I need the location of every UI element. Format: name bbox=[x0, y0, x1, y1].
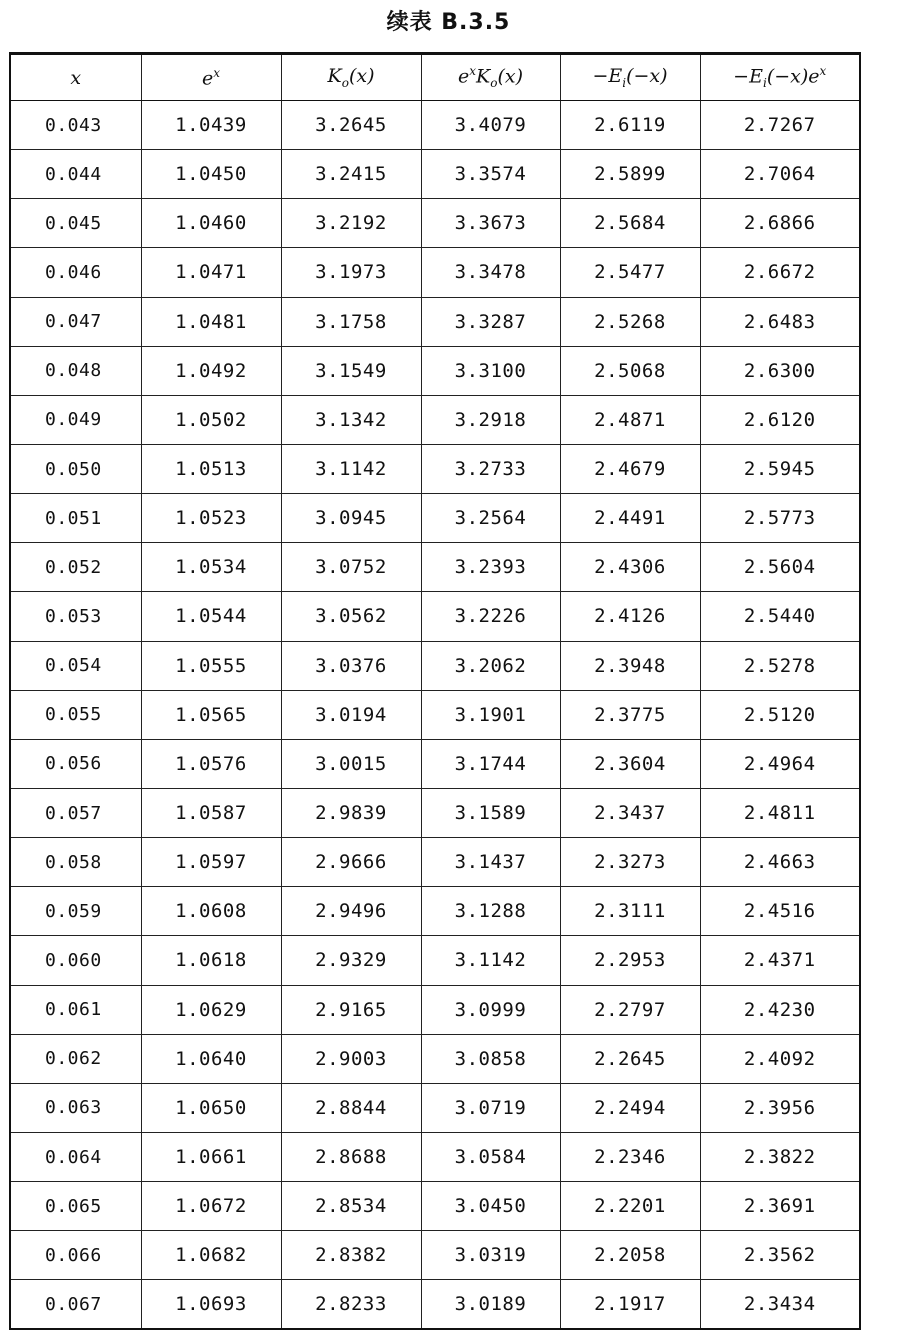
cell-exp-x: 1.0597 bbox=[141, 838, 281, 887]
cell-exp-x: 1.0693 bbox=[141, 1280, 281, 1328]
cell-exp-x: 1.0576 bbox=[141, 739, 281, 788]
cell-k0: 2.8844 bbox=[281, 1083, 421, 1132]
cell-neg-ei: 2.4679 bbox=[560, 444, 700, 493]
cell-x: 0.065 bbox=[11, 1182, 141, 1231]
cell-x: 0.066 bbox=[11, 1231, 141, 1280]
cell-neg-ei-exp: 2.4811 bbox=[700, 788, 859, 837]
cell-x: 0.060 bbox=[11, 936, 141, 985]
cell-k0: 3.1549 bbox=[281, 346, 421, 395]
cell-x: 0.043 bbox=[11, 101, 141, 150]
cell-neg-ei: 2.4126 bbox=[560, 592, 700, 641]
table-row bbox=[11, 838, 859, 887]
table-row bbox=[11, 1182, 859, 1231]
cell-k0: 3.0376 bbox=[281, 641, 421, 690]
cell-x: 0.048 bbox=[11, 346, 141, 395]
cell-neg-ei-exp: 2.6483 bbox=[700, 297, 859, 346]
cell-x: 0.064 bbox=[11, 1132, 141, 1181]
cell-neg-ei-exp: 2.6120 bbox=[700, 395, 859, 444]
cell-neg-ei: 2.3273 bbox=[560, 838, 700, 887]
cell-neg-ei: 2.3437 bbox=[560, 788, 700, 837]
table-row bbox=[11, 150, 859, 199]
table-row bbox=[11, 1034, 859, 1083]
cell-neg-ei: 2.5477 bbox=[560, 248, 700, 297]
cell-neg-ei: 2.5068 bbox=[560, 346, 700, 395]
table-row bbox=[11, 985, 859, 1034]
cell-exp-k0: 3.2918 bbox=[421, 395, 560, 444]
cell-k0: 2.9329 bbox=[281, 936, 421, 985]
cell-neg-ei-exp: 2.6672 bbox=[700, 248, 859, 297]
cell-neg-ei: 2.4306 bbox=[560, 543, 700, 592]
cell-exp-x: 1.0460 bbox=[141, 199, 281, 248]
cell-k0: 3.1758 bbox=[281, 297, 421, 346]
cell-exp-k0: 3.3100 bbox=[421, 346, 560, 395]
cell-exp-x: 1.0608 bbox=[141, 887, 281, 936]
cell-exp-k0: 3.4079 bbox=[421, 101, 560, 150]
cell-neg-ei-exp: 2.5945 bbox=[700, 444, 859, 493]
cell-k0: 2.9496 bbox=[281, 887, 421, 936]
cell-x: 0.056 bbox=[11, 739, 141, 788]
cell-exp-x: 1.0523 bbox=[141, 494, 281, 543]
cell-x: 0.050 bbox=[11, 444, 141, 493]
cell-k0: 2.8233 bbox=[281, 1280, 421, 1328]
cell-k0: 3.2645 bbox=[281, 101, 421, 150]
cell-exp-x: 1.0661 bbox=[141, 1132, 281, 1181]
cell-k0: 2.8534 bbox=[281, 1182, 421, 1231]
cell-k0: 2.8688 bbox=[281, 1132, 421, 1181]
cell-neg-ei-exp: 2.6300 bbox=[700, 346, 859, 395]
cell-exp-k0: 3.3478 bbox=[421, 248, 560, 297]
cell-k0: 3.0194 bbox=[281, 690, 421, 739]
cell-neg-ei-exp: 2.5773 bbox=[700, 494, 859, 543]
cell-neg-ei-exp: 2.4371 bbox=[700, 936, 859, 985]
cell-exp-k0: 3.2393 bbox=[421, 543, 560, 592]
cell-exp-k0: 3.1901 bbox=[421, 690, 560, 739]
table-row bbox=[11, 887, 859, 936]
table-row bbox=[11, 1083, 859, 1132]
cell-x: 0.061 bbox=[11, 985, 141, 1034]
header-row bbox=[11, 55, 859, 101]
cell-neg-ei-exp: 2.5440 bbox=[700, 592, 859, 641]
cell-x: 0.051 bbox=[11, 494, 141, 543]
header-k0: $K_o(x)$ bbox=[281, 55, 421, 101]
table-row bbox=[11, 641, 859, 690]
cell-exp-k0: 3.1437 bbox=[421, 838, 560, 887]
cell-neg-ei-exp: 2.6866 bbox=[700, 199, 859, 248]
cell-exp-x: 1.0640 bbox=[141, 1034, 281, 1083]
cell-k0: 3.0752 bbox=[281, 543, 421, 592]
cell-exp-k0: 3.1142 bbox=[421, 936, 560, 985]
cell-neg-ei-exp: 2.3822 bbox=[700, 1132, 859, 1181]
cell-neg-ei-exp: 2.3691 bbox=[700, 1182, 859, 1231]
header-exp-k0: $e^xK_o(x)$ bbox=[421, 55, 560, 101]
cell-neg-ei-exp: 2.4663 bbox=[700, 838, 859, 887]
cell-exp-k0: 3.0719 bbox=[421, 1083, 560, 1132]
cell-neg-ei-exp: 2.4516 bbox=[700, 887, 859, 936]
cell-exp-k0: 3.0999 bbox=[421, 985, 560, 1034]
cell-x: 0.062 bbox=[11, 1034, 141, 1083]
cell-exp-x: 1.0534 bbox=[141, 543, 281, 592]
cell-neg-ei-exp: 2.4230 bbox=[700, 985, 859, 1034]
cell-exp-x: 1.0471 bbox=[141, 248, 281, 297]
header-exp-x: $e^x$ bbox=[141, 55, 281, 101]
table-row bbox=[11, 248, 859, 297]
cell-k0: 3.0015 bbox=[281, 739, 421, 788]
cell-neg-ei: 2.5268 bbox=[560, 297, 700, 346]
cell-neg-ei-exp: 2.3434 bbox=[700, 1280, 859, 1328]
cell-x: 0.063 bbox=[11, 1083, 141, 1132]
cell-k0: 3.1973 bbox=[281, 248, 421, 297]
table-row bbox=[11, 199, 859, 248]
cell-k0: 3.2192 bbox=[281, 199, 421, 248]
cell-neg-ei-exp: 2.7064 bbox=[700, 150, 859, 199]
cell-exp-k0: 3.0189 bbox=[421, 1280, 560, 1328]
cell-neg-ei: 2.2346 bbox=[560, 1132, 700, 1181]
header-neg-ei: $-E_i(-x)$ bbox=[560, 55, 700, 101]
cell-neg-ei: 2.3604 bbox=[560, 739, 700, 788]
cell-k0: 2.9666 bbox=[281, 838, 421, 887]
cell-exp-x: 1.0439 bbox=[141, 101, 281, 150]
cell-neg-ei: 2.2645 bbox=[560, 1034, 700, 1083]
cell-neg-ei: 2.2953 bbox=[560, 936, 700, 985]
page-title: 续表 B.3.5 bbox=[386, 10, 511, 35]
table-row bbox=[11, 690, 859, 739]
cell-exp-k0: 3.2226 bbox=[421, 592, 560, 641]
cell-neg-ei: 2.3111 bbox=[560, 887, 700, 936]
header-neg-ei-exp: $-E_i(-x)e^x$ bbox=[700, 55, 859, 101]
table-row bbox=[11, 444, 859, 493]
cell-exp-k0: 3.2733 bbox=[421, 444, 560, 493]
cell-exp-k0: 3.1589 bbox=[421, 788, 560, 837]
cell-exp-x: 1.0565 bbox=[141, 690, 281, 739]
cell-x: 0.049 bbox=[11, 395, 141, 444]
cell-exp-x: 1.0555 bbox=[141, 641, 281, 690]
cell-neg-ei: 2.4871 bbox=[560, 395, 700, 444]
cell-k0: 2.9165 bbox=[281, 985, 421, 1034]
cell-neg-ei-exp: 2.4964 bbox=[700, 739, 859, 788]
cell-k0: 3.1342 bbox=[281, 395, 421, 444]
cell-neg-ei: 2.4491 bbox=[560, 494, 700, 543]
cell-exp-x: 1.0450 bbox=[141, 150, 281, 199]
table-row bbox=[11, 936, 859, 985]
cell-exp-k0: 3.0319 bbox=[421, 1231, 560, 1280]
cell-exp-k0: 3.0858 bbox=[421, 1034, 560, 1083]
table-body bbox=[11, 101, 859, 1329]
cell-exp-k0: 3.3673 bbox=[421, 199, 560, 248]
cell-x: 0.058 bbox=[11, 838, 141, 887]
cell-k0: 2.9003 bbox=[281, 1034, 421, 1083]
table-row bbox=[11, 739, 859, 788]
cell-neg-ei: 2.3775 bbox=[560, 690, 700, 739]
cell-x: 0.057 bbox=[11, 788, 141, 837]
cell-neg-ei: 2.6119 bbox=[560, 101, 700, 150]
cell-exp-x: 1.0618 bbox=[141, 936, 281, 985]
data-table bbox=[11, 55, 859, 1328]
cell-exp-k0: 3.1744 bbox=[421, 739, 560, 788]
cell-x: 0.052 bbox=[11, 543, 141, 592]
cell-x: 0.055 bbox=[11, 690, 141, 739]
cell-k0: 3.0945 bbox=[281, 494, 421, 543]
cell-neg-ei: 2.2058 bbox=[560, 1231, 700, 1280]
cell-exp-x: 1.0629 bbox=[141, 985, 281, 1034]
table-row bbox=[11, 346, 859, 395]
cell-k0: 2.9839 bbox=[281, 788, 421, 837]
cell-k0: 2.8382 bbox=[281, 1231, 421, 1280]
cell-exp-x: 1.0481 bbox=[141, 297, 281, 346]
cell-neg-ei: 2.2797 bbox=[560, 985, 700, 1034]
table-row bbox=[11, 494, 859, 543]
table-container bbox=[9, 52, 861, 1330]
table-row bbox=[11, 101, 859, 150]
table-row bbox=[11, 297, 859, 346]
cell-neg-ei-exp: 2.5278 bbox=[700, 641, 859, 690]
table-row bbox=[11, 592, 859, 641]
cell-neg-ei-exp: 2.3562 bbox=[700, 1231, 859, 1280]
cell-neg-ei-exp: 2.5120 bbox=[700, 690, 859, 739]
cell-x: 0.044 bbox=[11, 150, 141, 199]
cell-neg-ei: 2.1917 bbox=[560, 1280, 700, 1328]
header-x: x bbox=[11, 55, 141, 101]
cell-neg-ei-exp: 2.4092 bbox=[700, 1034, 859, 1083]
cell-exp-k0: 3.2062 bbox=[421, 641, 560, 690]
cell-neg-ei-exp: 2.7267 bbox=[700, 101, 859, 150]
cell-x: 0.047 bbox=[11, 297, 141, 346]
cell-k0: 3.0562 bbox=[281, 592, 421, 641]
table-row bbox=[11, 543, 859, 592]
cell-x: 0.059 bbox=[11, 887, 141, 936]
cell-exp-x: 1.0502 bbox=[141, 395, 281, 444]
cell-x: 0.053 bbox=[11, 592, 141, 641]
cell-exp-k0: 3.3287 bbox=[421, 297, 560, 346]
cell-neg-ei: 2.5684 bbox=[560, 199, 700, 248]
cell-neg-ei: 2.3948 bbox=[560, 641, 700, 690]
cell-exp-x: 1.0650 bbox=[141, 1083, 281, 1132]
cell-exp-k0: 3.1288 bbox=[421, 887, 560, 936]
cell-exp-k0: 3.0584 bbox=[421, 1132, 560, 1181]
cell-exp-k0: 3.2564 bbox=[421, 494, 560, 543]
table-row bbox=[11, 1132, 859, 1181]
table-row bbox=[11, 395, 859, 444]
cell-neg-ei-exp: 2.3956 bbox=[700, 1083, 859, 1132]
cell-neg-ei: 2.5899 bbox=[560, 150, 700, 199]
table-row bbox=[11, 1280, 859, 1328]
cell-exp-k0: 3.0450 bbox=[421, 1182, 560, 1231]
cell-exp-x: 1.0544 bbox=[141, 592, 281, 641]
cell-exp-x: 1.0513 bbox=[141, 444, 281, 493]
cell-exp-x: 1.0682 bbox=[141, 1231, 281, 1280]
cell-k0: 3.1142 bbox=[281, 444, 421, 493]
table-row bbox=[11, 1231, 859, 1280]
cell-neg-ei: 2.2494 bbox=[560, 1083, 700, 1132]
table-row bbox=[11, 788, 859, 837]
cell-exp-x: 1.0587 bbox=[141, 788, 281, 837]
cell-exp-x: 1.0672 bbox=[141, 1182, 281, 1231]
cell-x: 0.046 bbox=[11, 248, 141, 297]
cell-x: 0.054 bbox=[11, 641, 141, 690]
cell-x: 0.045 bbox=[11, 199, 141, 248]
cell-exp-k0: 3.3574 bbox=[421, 150, 560, 199]
cell-exp-x: 1.0492 bbox=[141, 346, 281, 395]
cell-x: 0.067 bbox=[11, 1280, 141, 1328]
cell-neg-ei-exp: 2.5604 bbox=[700, 543, 859, 592]
cell-k0: 3.2415 bbox=[281, 150, 421, 199]
cell-neg-ei: 2.2201 bbox=[560, 1182, 700, 1231]
